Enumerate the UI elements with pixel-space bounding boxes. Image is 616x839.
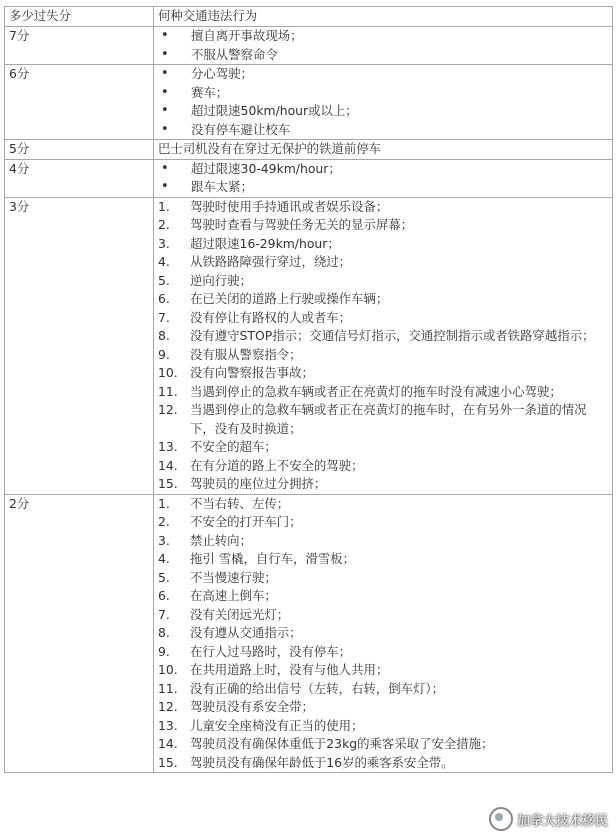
list-item — [158, 475, 608, 494]
list-item — [158, 84, 608, 103]
list-item — [158, 383, 608, 402]
list-item — [158, 160, 608, 179]
table-row — [5, 140, 613, 160]
offense-list — [158, 495, 608, 773]
list-item — [158, 121, 608, 140]
item-text: 没有遵守STOP指示；交通信号灯指示，交通控制指示或者铁路穿越指示； — [190, 328, 595, 343]
points-cell: 4分 — [5, 159, 154, 197]
item-number: 11. — [158, 680, 178, 696]
item-number: 7. — [158, 606, 170, 622]
item-text: 驾驶员的座位过分拥挤； — [190, 476, 327, 491]
list-item — [158, 717, 608, 736]
item-number: 5. — [158, 272, 170, 288]
list-item — [158, 253, 608, 272]
points-cell: 3分 — [5, 197, 154, 494]
item-text: 没有关闭远光灯； — [190, 606, 290, 622]
points-cell: 7分 — [5, 27, 154, 65]
offense-cell: 巴士司机没有在穿过无保护的铁道前停车 — [154, 140, 613, 160]
list-item — [158, 401, 608, 438]
item-text: 在高速上倒车； — [190, 588, 277, 603]
item-number: 4. — [158, 254, 170, 269]
offense-cell — [154, 65, 613, 140]
points-cell: 2分 — [5, 494, 154, 773]
bullet-icon: • — [161, 121, 169, 137]
list-item — [158, 698, 608, 717]
item-text: 没有遵从交通指示； — [190, 625, 302, 640]
bullet-icon: • — [161, 46, 169, 62]
bullet-icon: • — [161, 66, 169, 81]
item-number: 10. — [158, 365, 178, 380]
item-text: 从铁路路障强行穿过，绕过； — [190, 254, 352, 269]
item-text: 拖引 雪橇，自行车，滑雪板； — [190, 551, 356, 566]
offense-list — [158, 27, 608, 64]
item-number: 7. — [158, 309, 170, 325]
list-item — [158, 754, 608, 773]
item-text: 跟车太紧； — [191, 179, 253, 194]
item-number: 3. — [158, 532, 170, 548]
list-item — [158, 327, 608, 346]
list-item — [158, 680, 608, 699]
item-number: 15. — [158, 754, 178, 770]
item-number: 1. — [158, 495, 170, 511]
points-cell: 6分 — [5, 65, 154, 140]
item-number: 13. — [158, 439, 178, 454]
bullet-icon: • — [161, 84, 169, 100]
table-body — [5, 27, 613, 773]
list-item — [158, 364, 608, 383]
list-item — [158, 643, 608, 662]
item-text: 没有停让有路权的人或者车； — [190, 309, 352, 325]
item-text: 超过限速50km/hour或以上； — [191, 103, 358, 118]
item-text: 没有服从警察指令； — [190, 346, 302, 362]
list-item — [158, 178, 608, 197]
points-cell: 5分 — [5, 140, 154, 160]
item-number: 9. — [158, 346, 170, 362]
offense-list — [158, 160, 608, 197]
list-item — [158, 346, 608, 365]
list-item — [158, 309, 608, 328]
item-number: 3. — [158, 235, 170, 251]
table-row — [5, 494, 613, 773]
item-number: 8. — [158, 625, 170, 640]
item-text: 驾驶员没有确保体重低于23kg的乘客采取了安全措施； — [190, 736, 494, 751]
table-row — [5, 197, 613, 494]
item-number: 11. — [158, 383, 178, 399]
list-item — [158, 46, 608, 65]
list-item — [158, 290, 608, 309]
list-item — [158, 102, 608, 121]
item-text: 驾驶员没有系安全带； — [190, 699, 314, 714]
offense-cell — [154, 27, 613, 65]
item-text: 逆向行驶； — [190, 272, 252, 288]
item-number: 13. — [158, 717, 178, 733]
list-item — [158, 457, 608, 476]
item-text: 不服从警察命令 — [191, 46, 278, 62]
item-number: 6. — [158, 291, 170, 306]
bullet-icon: • — [161, 103, 169, 118]
item-text: 没有正确的给出信号（左转，右转，倒车灯）； — [190, 680, 445, 696]
wechat-logo-icon — [489, 807, 513, 831]
item-number: 4. — [158, 551, 170, 566]
watermark-text: 加拿大技术移民 — [516, 813, 608, 829]
list-item — [158, 438, 608, 457]
item-text: 儿童安全座椅没有正当的使用； — [190, 717, 364, 733]
item-number: 10. — [158, 662, 178, 677]
bullet-icon: • — [161, 179, 169, 194]
item-text: 不安全的超车； — [190, 439, 277, 454]
item-text: 超过限速30-49km/hour； — [191, 160, 341, 176]
item-text: 没有向警察报告事故； — [190, 365, 314, 380]
list-item — [158, 513, 608, 532]
item-text: 在共用道路上时，没有与他人共用； — [190, 662, 389, 677]
item-text: 在行人过马路时，没有停车； — [190, 643, 352, 659]
watermark — [489, 807, 608, 831]
item-number: 5. — [158, 569, 170, 585]
item-number: 14. — [158, 736, 178, 751]
list-item — [158, 735, 608, 754]
offense-cell — [154, 159, 613, 197]
item-number: 9. — [158, 643, 170, 659]
item-text: 不当右转、左传； — [190, 495, 290, 511]
bullet-icon: • — [161, 160, 169, 176]
list-item — [158, 216, 608, 235]
item-text: 在已关闭的道路上行驶或操作车辆； — [190, 291, 389, 306]
list-item — [158, 198, 608, 217]
item-text: 超过限速16-29km/hour； — [190, 235, 340, 251]
item-text: 没有停车避让校车 — [191, 121, 291, 137]
list-item — [158, 587, 608, 606]
offense-list — [158, 65, 608, 139]
item-text: 驾驶时使用手持通讯或者娱乐设备； — [190, 198, 389, 214]
item-text: 擅自离开事故现场； — [191, 28, 303, 43]
item-text: 不安全的打开车门； — [190, 514, 302, 529]
item-number: 8. — [158, 328, 170, 343]
item-number: 2. — [158, 217, 170, 232]
item-text: 禁止转向； — [190, 532, 252, 548]
item-number: 6. — [158, 588, 170, 603]
item-text: 驾驶时查看与驾驶任务无关的显示屏幕； — [190, 217, 414, 232]
item-number: 2. — [158, 514, 170, 529]
table-row — [5, 159, 613, 197]
item-text: 当遇到停止的急救车辆或者正在亮黄灯的拖车时，在有另外一条道的情况下，没有及时换道； — [190, 402, 587, 436]
list-item — [158, 550, 608, 569]
item-number: 1. — [158, 198, 170, 214]
list-item — [158, 661, 608, 680]
offense-cell — [154, 197, 613, 494]
item-number: 12. — [158, 402, 178, 417]
list-item — [158, 272, 608, 291]
list-item — [158, 495, 608, 514]
item-number: 14. — [158, 457, 178, 473]
bullet-icon: • — [161, 28, 169, 43]
offense-list — [158, 198, 608, 494]
item-text: 在有分道的路上不安全的驾驶； — [190, 457, 364, 473]
list-item — [158, 624, 608, 643]
table-header-row — [5, 7, 613, 27]
item-text: 赛车； — [191, 84, 229, 100]
header-points: 多少过失分 — [5, 7, 154, 27]
list-item — [158, 606, 608, 625]
item-text: 不当慢速行驶； — [190, 569, 277, 585]
item-text: 当遇到停止的急救车辆或者正在亮黄灯的拖车时没有减速小心驾驶； — [190, 383, 562, 399]
penalty-points-table — [4, 6, 613, 773]
item-text: 分心驾驶； — [191, 66, 253, 81]
table-row — [5, 65, 613, 140]
list-item — [158, 569, 608, 588]
item-number: 15. — [158, 476, 178, 491]
item-text: 驾驶员没有确保年龄低于16岁的乘客系安全带。 — [190, 754, 454, 770]
table-row — [5, 27, 613, 65]
header-offense: 何种交通违法行为 — [154, 7, 613, 27]
list-item — [158, 27, 608, 46]
list-item — [158, 65, 608, 84]
item-number: 12. — [158, 699, 178, 714]
offense-cell — [154, 494, 613, 773]
list-item — [158, 532, 608, 551]
list-item — [158, 235, 608, 254]
